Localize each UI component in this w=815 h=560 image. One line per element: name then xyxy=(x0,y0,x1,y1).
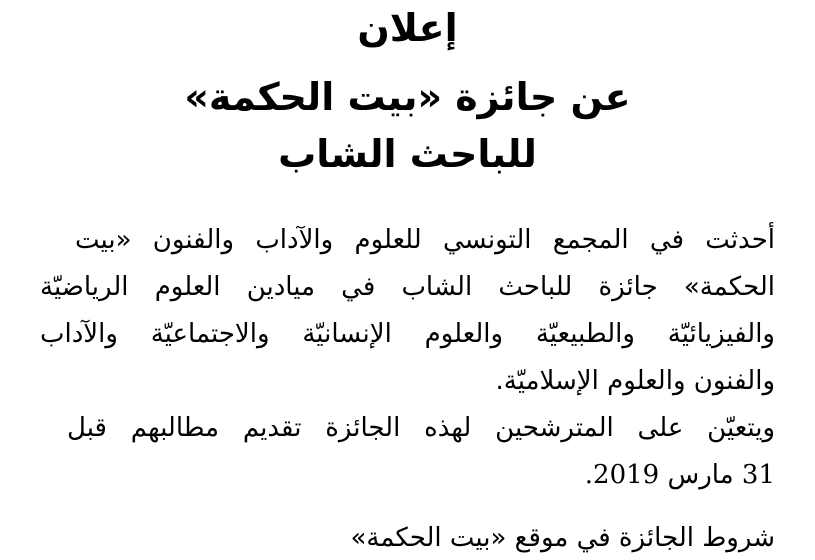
prize-conditions-line: شروط الجائزة في موقع «بيت الحكمة» xyxy=(350,523,775,553)
prize-name-heading: عن جائزة «بيت الحكمة» xyxy=(184,75,631,119)
deadline-date xyxy=(585,453,775,497)
body-paragraph-line-2: الحكمة» جائزة للباحث الشاب في ميادين العلوم الرياضيّة xyxy=(40,272,775,302)
body-paragraph-line-3: والفيزيائيّة والطبيعيّة والعلوم الإنسانيّة والاجتماعيّة والآداب xyxy=(40,319,775,349)
deadline-day: 31 xyxy=(741,460,775,490)
deadline-month: مارس xyxy=(667,460,734,490)
body-paragraph-line-4: والفنون والعلوم الإسلاميّة. xyxy=(495,366,775,396)
announcement-title: إعلان xyxy=(357,6,458,50)
deadline-year: 2019. xyxy=(584,460,660,490)
prize-audience-heading: للباحث الشاب xyxy=(278,132,537,176)
deadline-paragraph-line-1: ويتعيّن على المترشحين لهذه الجائزة تقديم مطالبهم قبل xyxy=(67,413,775,443)
body-paragraph-line-1: أحدثت في المجمع التونسي للعلوم والآداب والفنون «بيت xyxy=(75,225,775,255)
